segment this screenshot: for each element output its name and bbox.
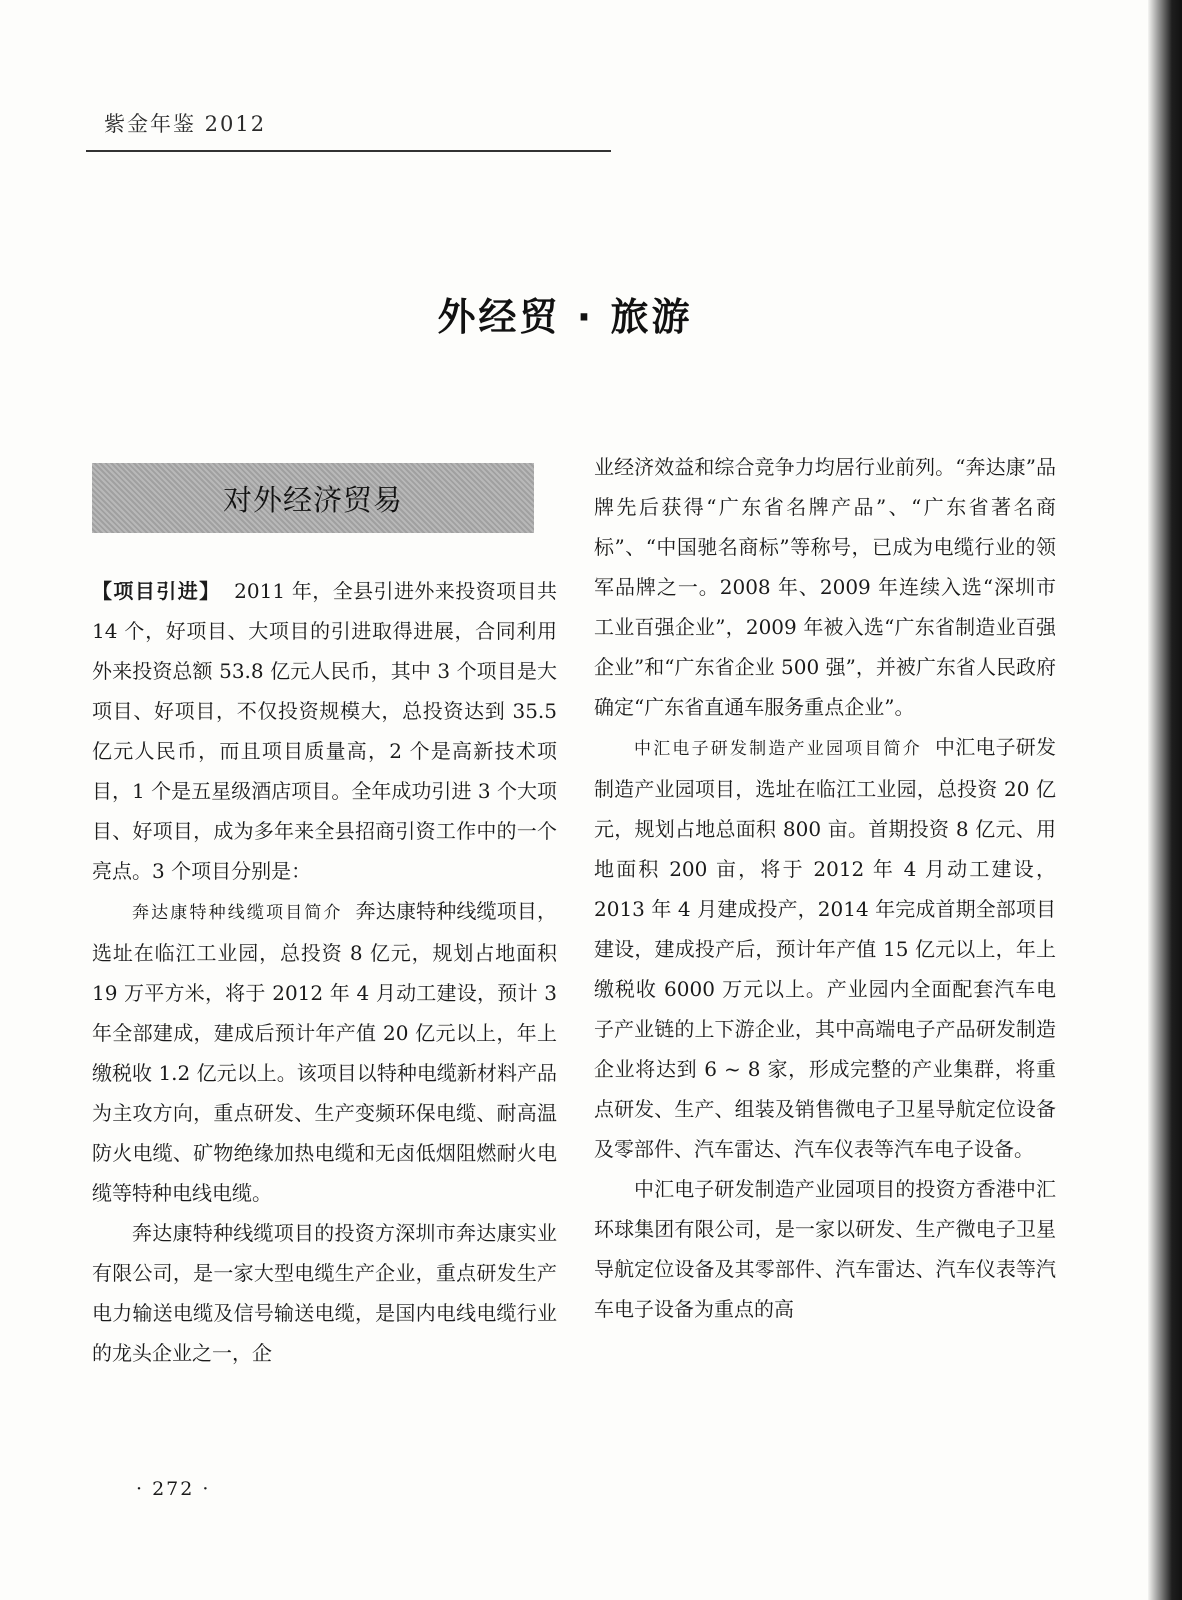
section-heading: 对外经济贸易 <box>222 482 403 517</box>
paragraph-zhonghui-investor <box>594 1169 1056 1329</box>
paragraph-zhonghui-intro <box>594 727 1056 1169</box>
header-rule <box>86 150 611 152</box>
chapter-title: 外经贸 · 旅游 <box>437 295 693 339</box>
paragraph-text: 中汇电子研发制造产业园项目的投资方香港中汇环球集团有限公司，是一家以研发、生产微电子卫星导航定位设备及其零部件、汽车雷达、汽车仪表等汽车电子设备为重点的高 <box>594 1177 1056 1321</box>
paragraph-bendakang-investor <box>92 1213 557 1373</box>
scan-edge <box>1148 0 1182 1600</box>
paragraph-text: 奔达康特种线缆项目，选址在临江工业园，总投资 8 亿元，规划占地面积 19 万平方米，将于 2012 年 4 月动工建设，预计 3 年全部建成，建成后预计年产值 20 亿元以上，年上缴税收 1.2 亿元以上。该项目以特种电缆新材料产品为主攻方向，重点研发、生产变频环保电缆、耐高温防火电缆、矿物绝缘加热电缆和无卤低烟阻燃耐火电缆等特种电线电缆。 <box>92 899 557 1205</box>
paragraph-text: 业经济效益和综合竞争力均居行业前列。“奔达康”品牌先后获得“广东省名牌产品”、“广东省著名商标”、“中国驰名商标”等称号，已成为电缆行业的领军品牌之一。2008 年、2009 年连续入选“深圳市工业百强企业”，2009 年被入选“广东省制造业百强企业”和“广东省企业 500 强”，并被广东省人民政府确定“广东省直通车服务重点企业”。 <box>594 455 1056 719</box>
section-heading-box <box>92 463 534 533</box>
paragraph-text: 2011 年，全县引进外来投资项目共 14 个，好项目、大项目的引进取得进展，合同利用外来投资总额 53.8 亿元人民币，其中 3 个项目是大项目、好项目，不仅投资规模大，总投资达到 35.5 亿元人民币，而且项目质量高，2 个是高新技术项目，1 个是五星级酒店项目。全年成功引进 3 个大项目、好项目，成为多年来全县招商引资工作中的一个亮点。3 个项目分别是： <box>92 579 557 883</box>
paragraph-text: 奔达康特种线缆项目的投资方深圳市奔达康实业有限公司，是一家大型电缆生产企业，重点研发生产电力输送电缆及信号输送电缆，是国内电线电缆行业的龙头企业之一，企 <box>92 1221 557 1365</box>
running-header: 紫金年鉴 2012 <box>104 112 267 136</box>
paragraph-bendakang-intro <box>92 891 557 1213</box>
paragraph-tag: 【项目引进】 <box>92 579 221 603</box>
paragraph-subtitle: 中汇电子研发制造产业园项目简介 <box>634 739 922 759</box>
paragraph-project-intro <box>92 571 557 891</box>
right-column <box>594 447 1056 1329</box>
paragraph-continued <box>594 447 1056 727</box>
paragraph-subtitle: 奔达康特种线缆项目简介 <box>132 903 343 923</box>
paragraph-text: 中汇电子研发制造产业园项目，选址在临江工业园，总投资 20 亿元，规划占地总面积 800 亩。首期投资 8 亿元、用地面积 200 亩，将于 2012 年 4 月动工建设，2013 年 4 月建成投产，2014 年完成首期全部项目建设，建成投产后，预计年产值 15 亿元以上，年上缴税收 6000 万元以上。产业园内全面配套汽车电子产业链的上下游企业，其中高端电子产品研发制造企业将达到 6 ~ 8 家，形成完整的产业集群，将重点研发、生产、组装及销售微电子卫星导航定位设备及零部件、汽车雷达、汽车仪表等汽车电子设备。 <box>594 735 1057 1161</box>
left-column <box>92 571 557 1373</box>
page-number: · 272 · <box>136 1478 211 1500</box>
